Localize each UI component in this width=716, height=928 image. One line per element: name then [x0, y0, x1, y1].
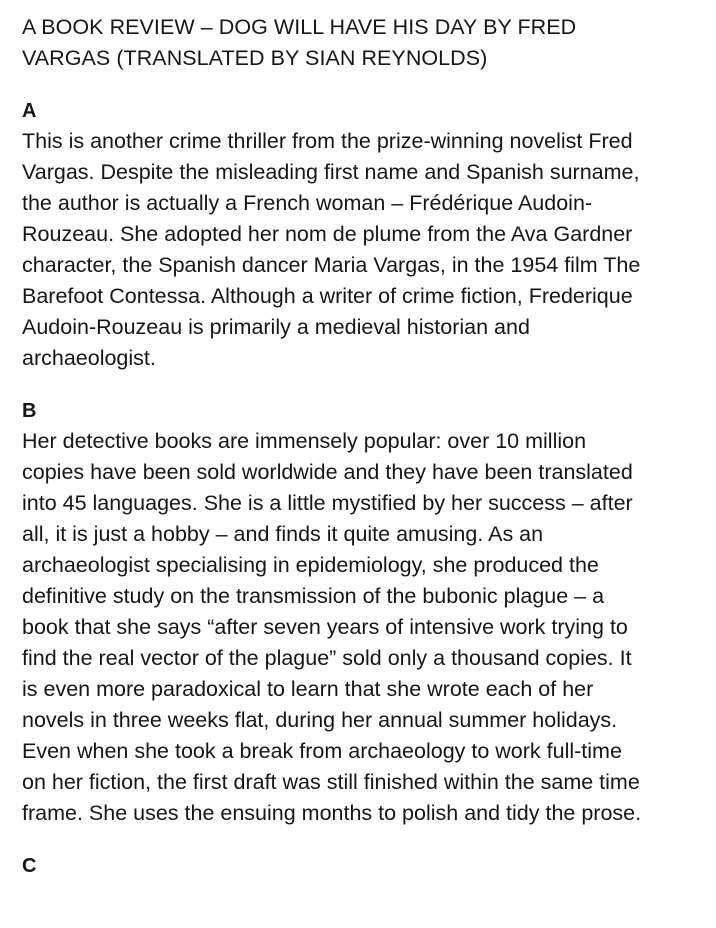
paragraph-line: on her fiction, the first draft was still finished within the same time — [22, 770, 640, 794]
section-paragraph — [22, 126, 712, 374]
paragraph-line: This is another crime thriller from the prize-winning novelist Fred — [22, 129, 633, 153]
paragraph-line: Rouzeau. She adopted her nom de plume from the Ava Gardner — [22, 222, 633, 246]
paragraph-line: into 45 languages. She is a little mystified by her success – after — [22, 491, 633, 515]
paragraph-line: find the real vector of the plague” sold only a thousand copies. It — [22, 646, 632, 670]
section-b — [22, 396, 712, 829]
section-letter: B — [22, 400, 37, 422]
paragraph-line: copies have been sold worldwide and they have been translated — [22, 460, 633, 484]
paragraph-line: Even when she took a break from archaeology to work full-time — [22, 739, 622, 763]
title-line: VARGAS (TRANSLATED BY SIAN REYNOLDS) — [22, 46, 488, 70]
section-a — [22, 96, 712, 374]
review-document — [22, 12, 712, 881]
paragraph-line: archaeologist. — [22, 346, 156, 370]
paragraph-line: all, it is just a hobby – and finds it quite amusing. As an — [22, 522, 544, 546]
paragraph-line: archaeologist specialising in epidemiology, she produced the — [22, 553, 599, 577]
paragraph-line: the author is actually a French woman – Frédérique Audoin- — [22, 191, 593, 215]
paragraph-line: Audoin-Rouzeau is primarily a medieval historian and — [22, 315, 530, 339]
title-line: A BOOK REVIEW – DOG WILL HAVE HIS DAY BY FRED — [22, 15, 577, 39]
paragraph-line: novels in three weeks flat, during her annual summer holidays. — [22, 708, 618, 732]
section-paragraph — [22, 426, 712, 829]
paragraph-line: character, the Spanish dancer Maria Vargas, in the 1954 film The — [22, 253, 641, 277]
paragraph-line: definitive study on the transmission of the bubonic plague – a — [22, 584, 605, 608]
paragraph-line: Her detective books are immensely popular: over 10 million — [22, 429, 587, 453]
section-letter: A — [22, 100, 37, 122]
paragraph-line: is even more paradoxical to learn that she wrote each of her — [22, 677, 594, 701]
paragraph-line: Barefoot Contessa. Although a writer of crime fiction, Frederique — [22, 284, 633, 308]
section-c — [22, 851, 712, 881]
paragraph-line: Vargas. Despite the misleading first name and Spanish surname, — [22, 160, 640, 184]
section-letter: C — [22, 855, 37, 877]
document-title — [22, 12, 712, 74]
paragraph-line: book that she says “after seven years of intensive work trying to — [22, 615, 628, 639]
paragraph-line: frame. She uses the ensuing months to polish and tidy the prose. — [22, 801, 642, 825]
